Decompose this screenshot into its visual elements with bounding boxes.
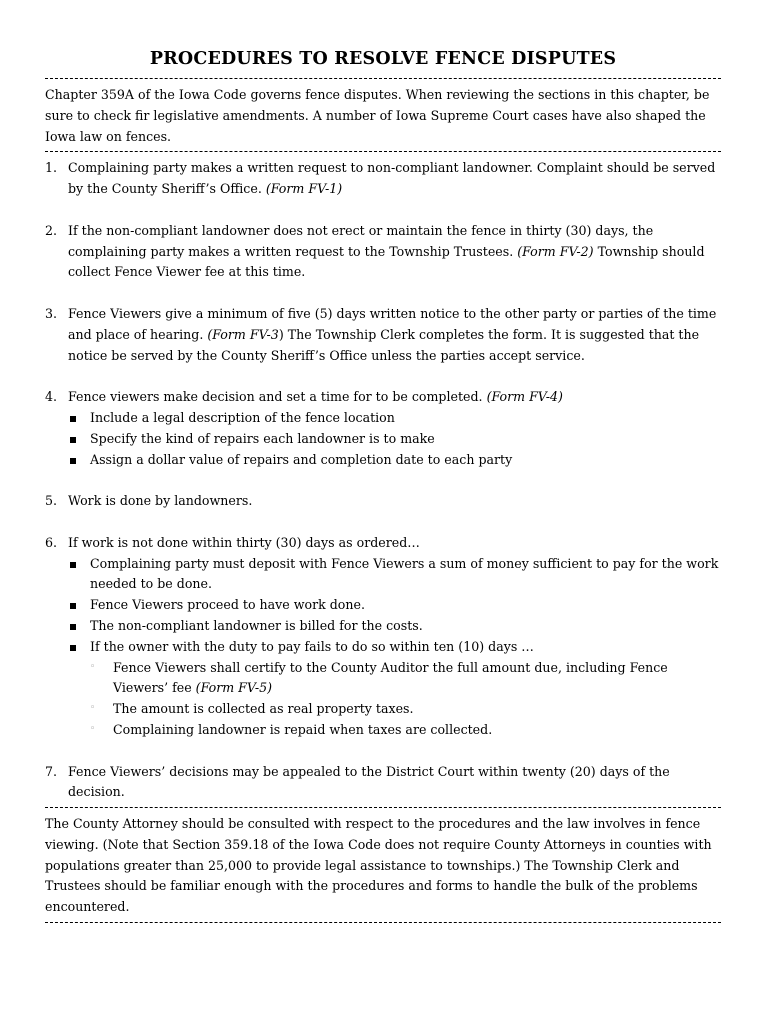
- step-6-subbullets: [90, 658, 721, 741]
- step-text: Fence Viewers give a minimum of five (5) days written notice to the other party or parties of the time and place of hearing.: [68, 305, 717, 342]
- list-item: Fence Viewers proceed to have work done.: [68, 595, 721, 616]
- step-text: Fence viewers make decision and set a time for to be completed.: [68, 389, 487, 405]
- step-text: If work is not done within thirty (30) days as ordered…: [68, 534, 420, 550]
- step-number: 4.: [45, 389, 58, 405]
- list-item: Specify the kind of repairs each landowner is to make: [68, 429, 721, 450]
- dashed-divider: [45, 151, 721, 152]
- document-page: [45, 48, 721, 923]
- list-item: Complaining party must deposit with Fence Viewers a sum of money sufficient to pay for the work needed to be done.: [68, 554, 721, 596]
- step-7: [45, 762, 721, 804]
- step-number: 6.: [45, 534, 58, 550]
- sub-list-item-text: Fence Viewers shall certify to the County Auditor the full amount due, including Fence Viewers’ fee: [113, 659, 668, 696]
- list-item: The non-compliant landowner is billed for the costs.: [68, 616, 721, 637]
- step-3: [45, 304, 721, 366]
- sub-list-item: [90, 720, 721, 741]
- list-item: Include a legal description of the fence location: [68, 408, 721, 429]
- dashed-divider: [45, 78, 721, 79]
- sub-list-item: [90, 658, 721, 700]
- form-reference: (Form FV-3: [207, 326, 279, 342]
- form-reference: (Form FV-1): [265, 181, 343, 197]
- step-text: Complaining party makes a written request to non-compliant landowner. Complaint should be served by the County Sheriff’s Office.: [68, 160, 716, 197]
- list-item: Assign a dollar value of repairs and completion date to each party: [68, 450, 721, 471]
- sub-list-item-text: The amount is collected as real property taxes.: [113, 701, 414, 717]
- step-text: Fence Viewers’ decisions may be appealed to the District Court within twenty (20) days of the decision.: [68, 763, 670, 800]
- document-title: PROCEDURES TO RESOLVE FENCE DISPUTES: [149, 49, 617, 69]
- step-number: 7.: [45, 763, 58, 779]
- form-reference: (Form FV-4): [486, 389, 563, 405]
- form-reference: (Form FV-2): [517, 243, 594, 259]
- list-item-text: If the owner with the duty to pay fails to do so within ten (10) days …: [90, 638, 534, 654]
- step-2: [45, 221, 721, 283]
- sub-list-item: [90, 699, 721, 720]
- form-reference: (Form FV-5): [195, 680, 273, 696]
- step-6: [45, 533, 721, 741]
- step-number: 2.: [45, 222, 58, 238]
- step-4-bullets: [68, 408, 721, 470]
- step-4: [45, 387, 721, 470]
- step-6-bullets: [68, 554, 721, 741]
- dashed-divider: [45, 922, 721, 923]
- step-number: 3.: [45, 305, 58, 321]
- step-1: [45, 158, 721, 200]
- step-text-after: ) The Township Clerk completes the form. It is suggested that the notice be served by the County Sheriff’s Office unless the parties accept service.: [68, 326, 700, 363]
- step-number: 5.: [45, 493, 58, 509]
- step-text: If the non-compliant landowner does not erect or maintain the fence in thirty (30) days, the complaining party makes a written request to the Township Trustees.: [68, 222, 654, 259]
- dashed-divider: [45, 807, 721, 808]
- sub-list-item-text: Complaining landowner is repaid when taxes are collected.: [113, 721, 493, 737]
- closing-paragraph: The County Attorney should be consulted with respect to the procedures and the law involves in fence viewing. (Note that Section 359.18 of the Iowa Code does not require County Attorneys in counties with populations greater than 25,000 to provide legal assistance to townships.) The Township Clerk and Trustees should be familiar enough with the procedures and forms to handle the bulk of the problems encountered.: [45, 816, 712, 915]
- step-text: Work is done by landowners.: [68, 493, 253, 509]
- list-item: [68, 637, 721, 741]
- step-text-after: Township should collect Fence Viewer fee at this time.: [68, 243, 705, 280]
- procedure-steps: [45, 158, 721, 803]
- step-number: 1.: [45, 160, 58, 176]
- intro-paragraph: Chapter 359A of the Iowa Code governs fence disputes. When reviewing the sections in this chapter, be sure to check fir legislative amendments. A number of Iowa Supreme Court cases have also shaped the Iowa law on fences.: [45, 87, 710, 144]
- step-5: [45, 491, 721, 512]
